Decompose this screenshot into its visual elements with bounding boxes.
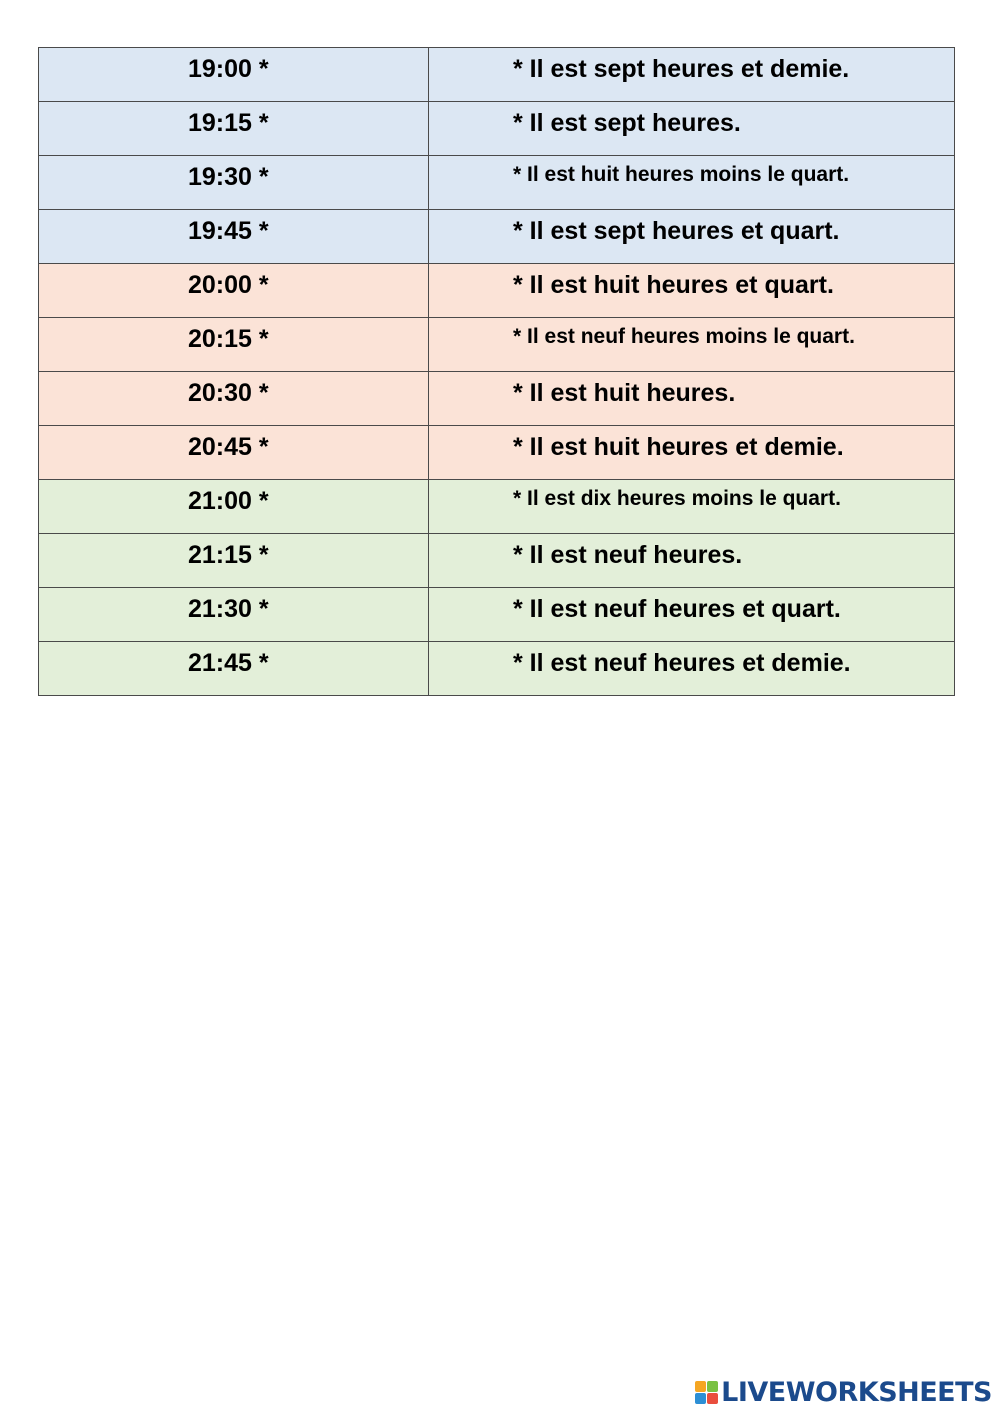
table-row — [39, 642, 955, 696]
liveworksheets-brand — [695, 1377, 992, 1407]
time-cell[interactable] — [39, 48, 429, 102]
phrase-label: * Il est sept heures et quart. — [513, 217, 840, 245]
phrase-cell[interactable] — [429, 264, 955, 318]
phrase-label: * Il est sept heures et demie. — [513, 55, 850, 83]
table-row — [39, 480, 955, 534]
phrase-cell[interactable] — [429, 156, 955, 210]
table-row — [39, 48, 955, 102]
phrase-cell[interactable] — [429, 480, 955, 534]
phrase-cell[interactable] — [429, 534, 955, 588]
brand-text: LIVEWORKSHEETS — [721, 1376, 992, 1408]
time-cell[interactable] — [39, 588, 429, 642]
time-label: 20:15 * — [188, 325, 269, 353]
phrase-cell[interactable] — [429, 642, 955, 696]
table-row — [39, 156, 955, 210]
phrase-label: * Il est huit heures et quart. — [513, 271, 834, 299]
time-label: 21:00 * — [188, 487, 269, 515]
table-row — [39, 264, 955, 318]
time-cell[interactable] — [39, 102, 429, 156]
table-row — [39, 588, 955, 642]
time-cell[interactable] — [39, 264, 429, 318]
phrase-cell[interactable] — [429, 102, 955, 156]
time-label: 19:00 * — [188, 55, 269, 83]
table-row — [39, 102, 955, 156]
time-label: 19:30 * — [188, 163, 269, 191]
phrase-label: * Il est sept heures. — [513, 109, 741, 137]
table-row — [39, 318, 955, 372]
time-cell[interactable] — [39, 642, 429, 696]
time-cell[interactable] — [39, 318, 429, 372]
time-label: 21:45 * — [188, 649, 269, 677]
matching-table — [38, 47, 955, 696]
phrase-label: * Il est neuf heures et demie. — [513, 649, 851, 677]
time-label: 20:30 * — [188, 379, 269, 407]
table-body — [39, 48, 955, 696]
time-label: 20:00 * — [188, 271, 269, 299]
time-cell[interactable] — [39, 480, 429, 534]
phrase-label: * Il est neuf heures. — [513, 541, 743, 569]
table-row — [39, 372, 955, 426]
phrase-label: * Il est huit heures moins le quart. — [513, 163, 850, 186]
phrase-label: * Il est neuf heures et quart. — [513, 595, 841, 623]
time-cell[interactable] — [39, 426, 429, 480]
table-row — [39, 534, 955, 588]
table-row — [39, 210, 955, 264]
phrase-cell[interactable] — [429, 318, 955, 372]
liveworksheets-logo-icon — [695, 1381, 718, 1404]
phrase-cell[interactable] — [429, 372, 955, 426]
time-cell[interactable] — [39, 372, 429, 426]
table-row — [39, 426, 955, 480]
time-label: 20:45 * — [188, 433, 269, 461]
phrase-label: * Il est neuf heures moins le quart. — [513, 325, 855, 348]
phrase-cell[interactable] — [429, 210, 955, 264]
phrase-cell[interactable] — [429, 48, 955, 102]
phrase-cell[interactable] — [429, 426, 955, 480]
phrase-label: * Il est huit heures. — [513, 379, 736, 407]
phrase-cell[interactable] — [429, 588, 955, 642]
time-label: 21:15 * — [188, 541, 269, 569]
phrase-label: * Il est dix heures moins le quart. — [513, 487, 841, 510]
time-label: 19:15 * — [188, 109, 269, 137]
time-label: 19:45 * — [188, 217, 269, 245]
time-cell[interactable] — [39, 210, 429, 264]
time-label: 21:30 * — [188, 595, 269, 623]
time-cell[interactable] — [39, 534, 429, 588]
phrase-label: * Il est huit heures et demie. — [513, 433, 844, 461]
time-cell[interactable] — [39, 156, 429, 210]
